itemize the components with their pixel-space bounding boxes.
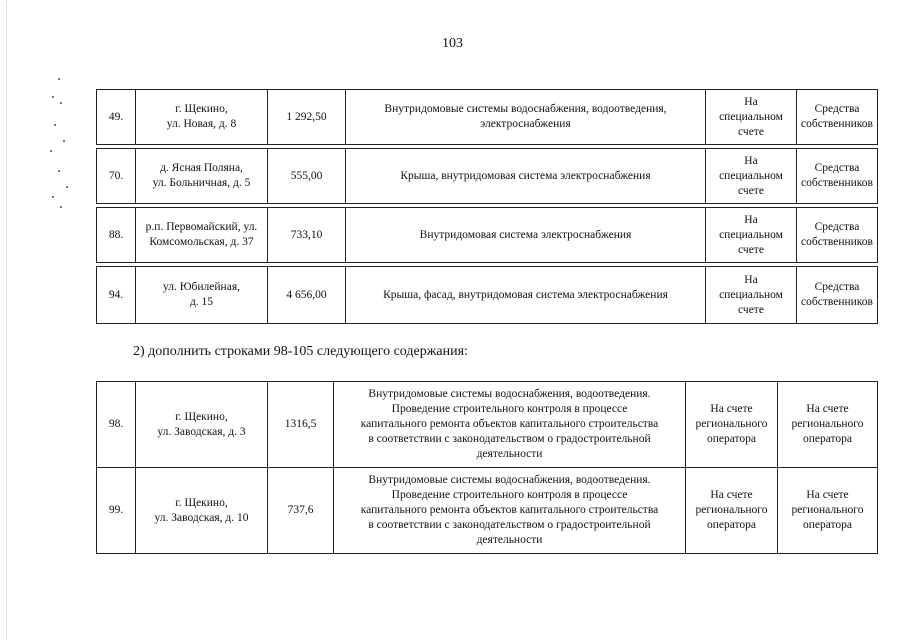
table-row [97,90,878,145]
address-line: д. Ясная Поляна, [160,162,243,174]
row-number: 99. [97,468,136,554]
address-cell [136,90,268,145]
row-number: 94. [97,267,136,324]
account-line: На счете [710,403,753,415]
area-cell: 1316,5 [268,382,334,468]
account-line: регионального [695,504,768,516]
source-line: собственников [801,177,873,189]
account-line: оператора [706,519,757,531]
account-cell [706,267,797,324]
table-row [97,468,878,554]
source-line: регионального [791,418,864,430]
account-line: специальном [719,169,783,182]
address-cell [136,149,268,204]
account-line: На [744,213,758,226]
work-cell: Крыша, внутридомовая система электроснабжения [346,149,706,204]
source-cell [778,382,878,468]
work-line: Внутридомовые системы водоснабжения, водоотведения. [368,388,651,400]
address-line: д. 15 [189,296,214,308]
work-cell [334,382,686,468]
account-line: На [744,154,758,167]
work-line: Проведение строительного контроля в процессе [391,489,628,501]
address-cell [136,208,268,263]
account-line: На счете [710,489,753,501]
address-cell [136,382,268,468]
area-cell: 733,10 [268,208,346,263]
account-line: счете [738,303,764,316]
address-line: г. Щекино, [175,103,228,115]
account-line: На [744,95,758,108]
row-number: 49. [97,90,136,145]
source-line: регионального [791,504,864,516]
row-table [96,89,878,145]
work-cell: Внутридомовая система электроснабжения [346,208,706,263]
area-cell: 1 292,50 [268,90,346,145]
source-line: собственников [801,296,873,308]
account-cell [686,382,778,468]
work-line: капитального ремонта объектов капитального строительства [360,504,659,516]
work-line: Внутридомовые системы водоснабжения, водоотведения. [368,474,651,486]
area-cell: 4 656,00 [268,267,346,324]
amendment-instruction: 2) дополнить строками 98-105 следующего содержания: [133,344,468,359]
account-cell [706,149,797,204]
source-line: Средства [814,221,860,233]
source-line: Средства [814,162,860,174]
source-line: Средства [814,281,860,293]
source-cell [797,149,878,204]
work-cell [334,468,686,554]
work-line: в соответствии с законодательством о градостроительной [368,433,651,445]
source-cell [797,267,878,324]
work-line: деятельности [476,448,543,460]
row-number: 98. [97,382,136,468]
account-line: На [744,273,758,286]
source-cell [778,468,878,554]
row-table [96,207,878,263]
row-table [96,266,878,324]
address-line: ул. Заводская, д. 3 [157,425,246,438]
address-line: ул. Новая, д. 8 [166,118,237,130]
area-cell: 555,00 [268,149,346,204]
source-line: На счете [806,403,849,415]
source-line: На счете [806,489,849,501]
address-line: р.п. Первомайский, ул. [145,221,258,233]
address-line: ул. Заводская, д. 10 [154,511,249,524]
work-line: в соответствии с законодательством о градостроительной [368,519,651,531]
account-line: счете [738,125,764,138]
row-table [96,148,878,204]
address-line: г. Щекино, [175,410,228,423]
account-line: специальном [719,228,783,241]
row-number: 70. [97,149,136,204]
source-line: собственников [801,118,873,130]
work-line: капитального ремонта объектов капитального строительства [360,418,659,430]
source-line: оператора [802,433,853,445]
work-cell: Крыша, фасад, внутридомовая система электроснабжения [346,267,706,324]
work-cell: Внутридомовые системы водоснабжения, водоотведения, электроснабжения [346,90,706,145]
source-line: собственников [801,236,873,248]
table-row [97,382,878,468]
page-number: 103 [442,36,463,51]
account-cell [706,90,797,145]
account-line: счете [738,243,764,256]
address-line: ул. Больничная, д. 5 [152,177,251,189]
work-line: Проведение строительного контроля в процессе [391,403,628,415]
account-line: специальном [719,288,783,301]
address-cell [136,468,268,554]
account-line: специальном [719,110,783,123]
table-row [97,267,878,324]
source-cell [797,208,878,263]
address-line: ул. Юбилейная, [163,281,240,293]
scan-margin-line [6,0,7,640]
source-line: оператора [802,519,853,531]
address-line: г. Щекино, [175,496,228,509]
account-line: оператора [706,433,757,445]
account-line: счете [738,184,764,197]
area-cell: 737,6 [268,468,334,554]
address-cell [136,267,268,324]
row-number: 88. [97,208,136,263]
added-rows-table [96,381,878,554]
account-cell [686,468,778,554]
address-line: Комсомольская, д. 37 [149,236,254,248]
source-cell [797,90,878,145]
work-line: деятельности [476,534,543,546]
account-cell [706,208,797,263]
table-row [97,149,878,204]
source-line: Средства [814,103,860,115]
account-line: регионального [695,418,768,430]
table-row [97,208,878,263]
